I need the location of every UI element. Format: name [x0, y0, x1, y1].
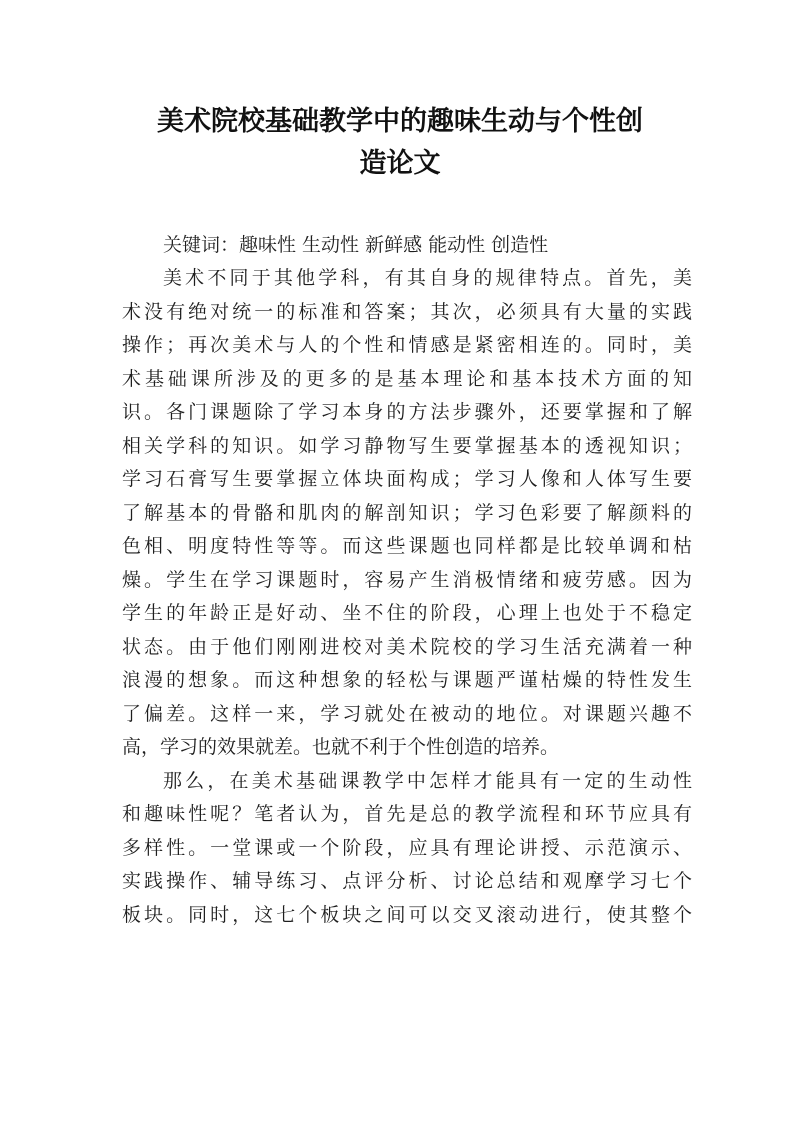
- paragraph-line: 术没有绝对统一的标准和答案；其次，必须具有大量的实践: [122, 301, 692, 323]
- paragraph-line: 学生的年龄正是好动、坐不住的阶段，心理上也处于不稳定: [122, 602, 692, 624]
- paragraph-line: 和趣味性呢？笔者认为，首先是总的教学流程和环节应具有: [122, 803, 692, 825]
- paragraph-line: 状态。由于他们刚刚进校对美术院校的学习生活充满着一种: [122, 636, 692, 658]
- document-title-line-1: 美术院校基础教学中的趣味生动与个性创: [157, 106, 643, 137]
- keywords-line: 关键词：趣味性 生动性 新鲜感 能动性 创造性: [163, 234, 549, 256]
- paragraph-line: 了偏差。这样一来，学习就处在被动的地位。对课题兴趣不: [122, 703, 692, 725]
- paragraph-line: 美术不同于其他学科，有其自身的规律特点。首先，美: [163, 267, 692, 289]
- paragraph-line: 色相、明度特性等等。而这些课题也同样都是比较单调和枯: [122, 535, 692, 557]
- paragraph-line: 浪漫的想象。而这种想象的轻松与课题严谨枯燥的特性发生: [122, 669, 692, 691]
- paragraph-line: 学习石膏写生要掌握立体块面构成；学习人像和人体写生要: [122, 468, 692, 490]
- paragraph-line: 术基础课所涉及的更多的是基本理论和基本技术方面的知: [122, 368, 692, 390]
- paragraph-line: 识。各门课题除了学习本身的方法步骤外，还要掌握和了解: [122, 401, 692, 423]
- paragraph-line: 那么，在美术基础课教学中怎样才能具有一定的生动性: [163, 770, 692, 792]
- paragraph-line: 多样性。一堂课或一个阶段，应具有理论讲授、示范演示、: [122, 837, 692, 859]
- paragraph-line: 实践操作、辅导练习、点评分析、讨论总结和观摩学习七个: [122, 870, 692, 892]
- paragraph-line: 燥。学生在学习课题时，容易产生消极情绪和疲劳感。因为: [122, 569, 692, 591]
- paragraph-line: 操作；再次美术与人的个性和情感是紧密相连的。同时，美: [122, 334, 692, 356]
- paragraph-line: 高，学习的效果就差。也就不利于个性创造的培养。: [122, 736, 560, 758]
- paragraph-line: 相关学科的知识。如学习静物写生要掌握基本的透视知识；: [122, 435, 692, 457]
- paragraph-line: 了解基本的骨骼和肌肉的解剖知识；学习色彩要了解颜料的: [122, 502, 692, 524]
- paragraph-line: 板块。同时，这七个板块之间可以交叉滚动进行，使其整个: [122, 904, 692, 926]
- document-title-line-2: 造论文: [359, 148, 441, 179]
